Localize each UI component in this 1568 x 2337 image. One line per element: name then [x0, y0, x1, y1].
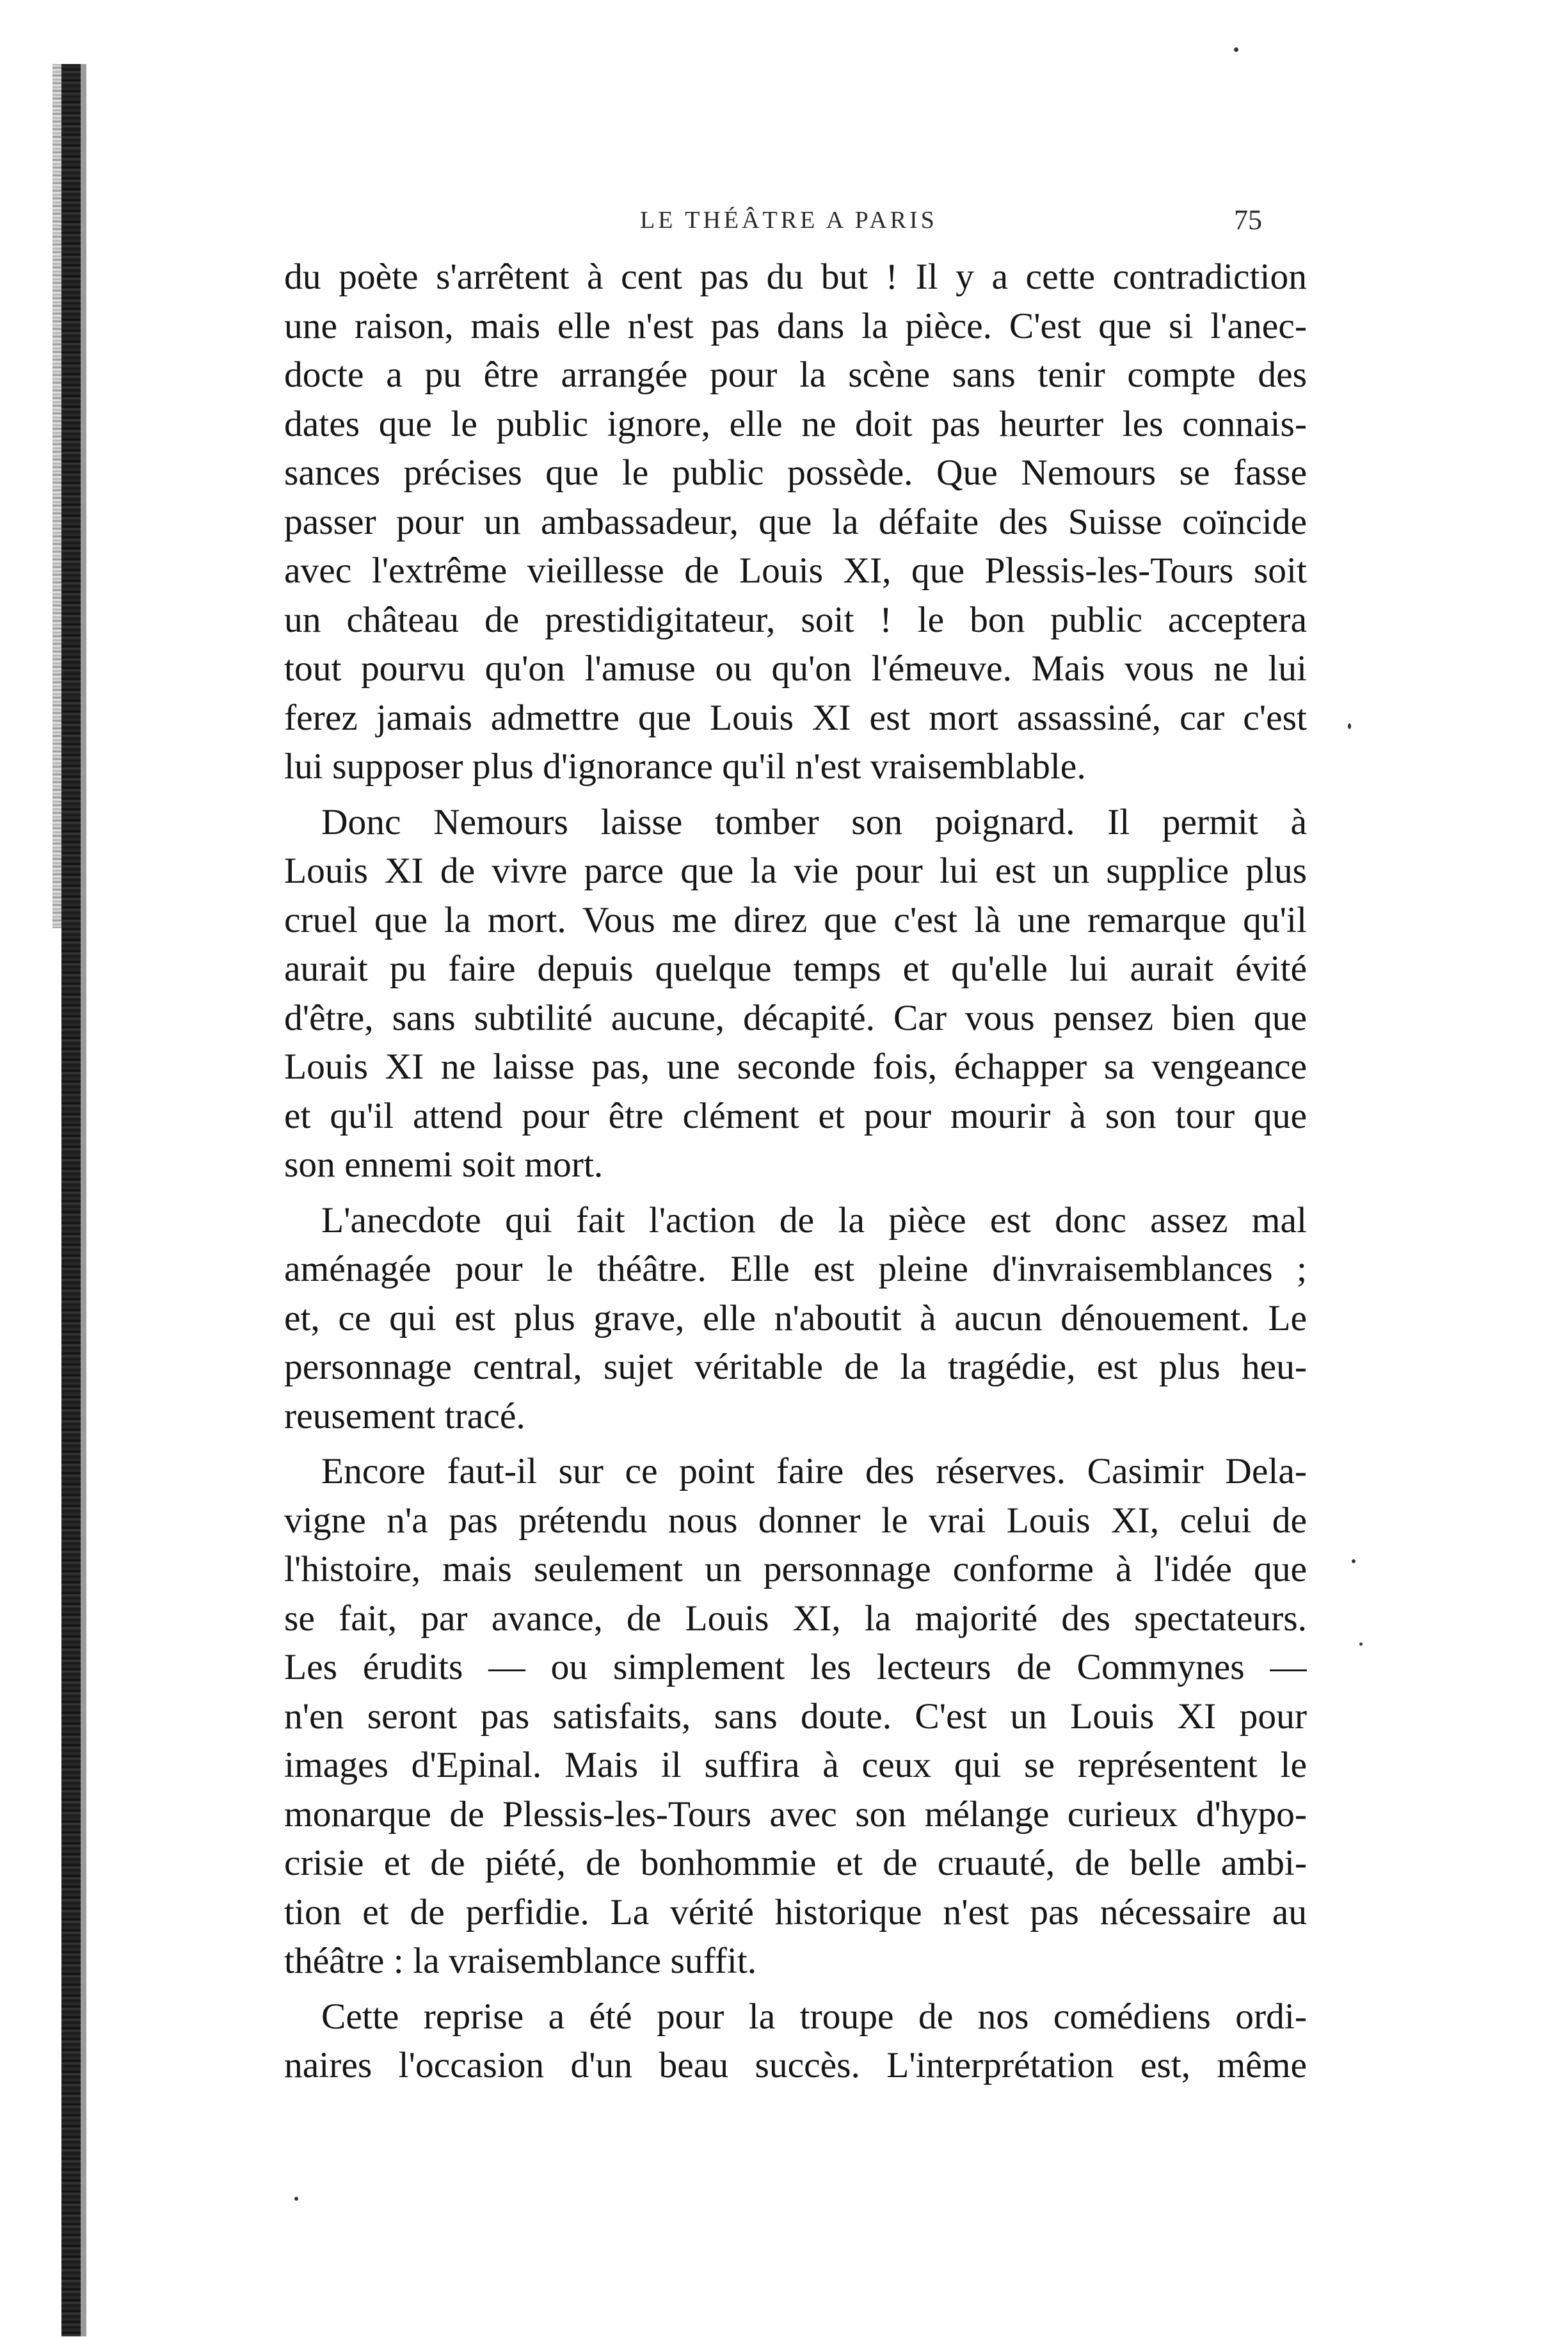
text-line: ferez jamais admettre que Louis XI est mort assassiné, car c'est: [284, 697, 1307, 738]
text-line: monarque de Plessis-les-Tours avec son mélange curieux d'hypo-: [284, 1794, 1307, 1835]
text-line: et qu'il attend pour être clément et pour mourir à son tour que: [284, 1095, 1307, 1136]
text-line: aménagée pour le théâtre. Elle est pleine d'invraisemblances ;: [284, 1249, 1307, 1289]
text-line: images d'Epinal. Mais il suffira à ceux qui se représentent le: [284, 1745, 1307, 1785]
ink-speck: [1348, 723, 1351, 729]
ink-speck: [1359, 1642, 1363, 1646]
text-line: Les érudits — ou simplement les lecteurs de Commynes —: [284, 1647, 1307, 1687]
ink-speck: [1234, 47, 1238, 52]
text-line: passer pour un ambassadeur, que la défaite des Suisse coïncide: [284, 501, 1307, 542]
text-line: un château de prestidigitateur, soit ! le bon public acceptera: [284, 599, 1307, 640]
ink-speck: [1352, 1559, 1356, 1563]
ink-speck: [294, 2197, 298, 2201]
text-line: théâtre : la vraisemblance suffit.: [284, 1941, 757, 1981]
text-line: Cette reprise a été pour la troupe de nos comédiens ordi-: [321, 1996, 1307, 2037]
text-line: se fait, par avance, de Louis XI, la majorité des spectateurs.: [284, 1598, 1307, 1639]
text-line: sances précises que le public possède. Que Nemours se fasse: [284, 453, 1307, 493]
text-line: son ennemi soit mort.: [284, 1144, 604, 1185]
text-line: l'histoire, mais seulement un personnage conforme à l'idée que: [284, 1549, 1307, 1589]
page-number: 75: [1234, 204, 1262, 236]
text-line: cruel que la mort. Vous me direz que c'est là une remarque qu'il: [284, 899, 1307, 940]
book-binding-edge: [61, 64, 81, 2336]
text-line: Louis XI de vivre parce que la vie pour lui est un supplice plus: [284, 851, 1307, 891]
body-text: [284, 253, 1307, 2091]
text-line: crisie et de piété, de bonhommie et de cruauté, de belle ambi-: [284, 1843, 1307, 1883]
text-line: docte a pu être arrangée pour la scène sans tenir compte des: [284, 355, 1307, 395]
text-line: aurait pu faire depuis quelque temps et qu'elle lui aurait évité: [284, 949, 1307, 989]
text-line: lui supposer plus d'ignorance qu'il n'est vraisemblable.: [284, 746, 1086, 787]
text-line: et, ce qui est plus grave, elle n'aboutit à aucun dénouement. Le: [284, 1297, 1307, 1338]
text-line: avec l'extrême vieillesse de Louis XI, que Plessis-les-Tours soit: [284, 550, 1307, 591]
text-line: reusement tracé.: [284, 1395, 525, 1436]
text-line: n'en seront pas satisfaits, sans doute. C'est un Louis XI pour: [284, 1696, 1307, 1737]
text-line: Donc Nemours laisse tomber son poignard. Il permit à: [321, 801, 1307, 842]
text-line: tout pourvu qu'on l'amuse ou qu'on l'émeuve. Mais vous ne lui: [284, 648, 1307, 689]
text-line: personnage central, sujet véritable de la tragédie, est plus heu-: [284, 1347, 1307, 1387]
text-line: du poète s'arrêtent à cent pas du but ! Il y a cette contradiction: [284, 257, 1307, 297]
text-line: L'anecdote qui fait l'action de la pièce est donc assez mal: [321, 1200, 1307, 1241]
running-head: LE THÉÂTRE A PARIS: [640, 207, 938, 234]
text-line: naires l'occasion d'un beau succès. L'interprétation est, même: [284, 2045, 1307, 2085]
text-line: Louis XI ne laisse pas, une seconde fois, échapper sa vengeance: [284, 1047, 1307, 1087]
text-line: Encore faut-il sur ce point faire des réserves. Casimir Dela-: [321, 1451, 1307, 1491]
text-line: tion et de perfidie. La vérité historique n'est pas nécessaire au: [284, 1891, 1307, 1932]
text-line: une raison, mais elle n'est pas dans la pièce. C'est que si l'anec-: [284, 305, 1307, 346]
text-line: d'être, sans subtilité aucune, décapité. Car vous pensez bien que: [284, 997, 1307, 1038]
text-line: vigne n'a pas prétendu nous donner le vrai Louis XI, celui de: [284, 1500, 1307, 1541]
text-line: dates que le public ignore, elle ne doit pas heurter les connais-: [284, 403, 1307, 444]
